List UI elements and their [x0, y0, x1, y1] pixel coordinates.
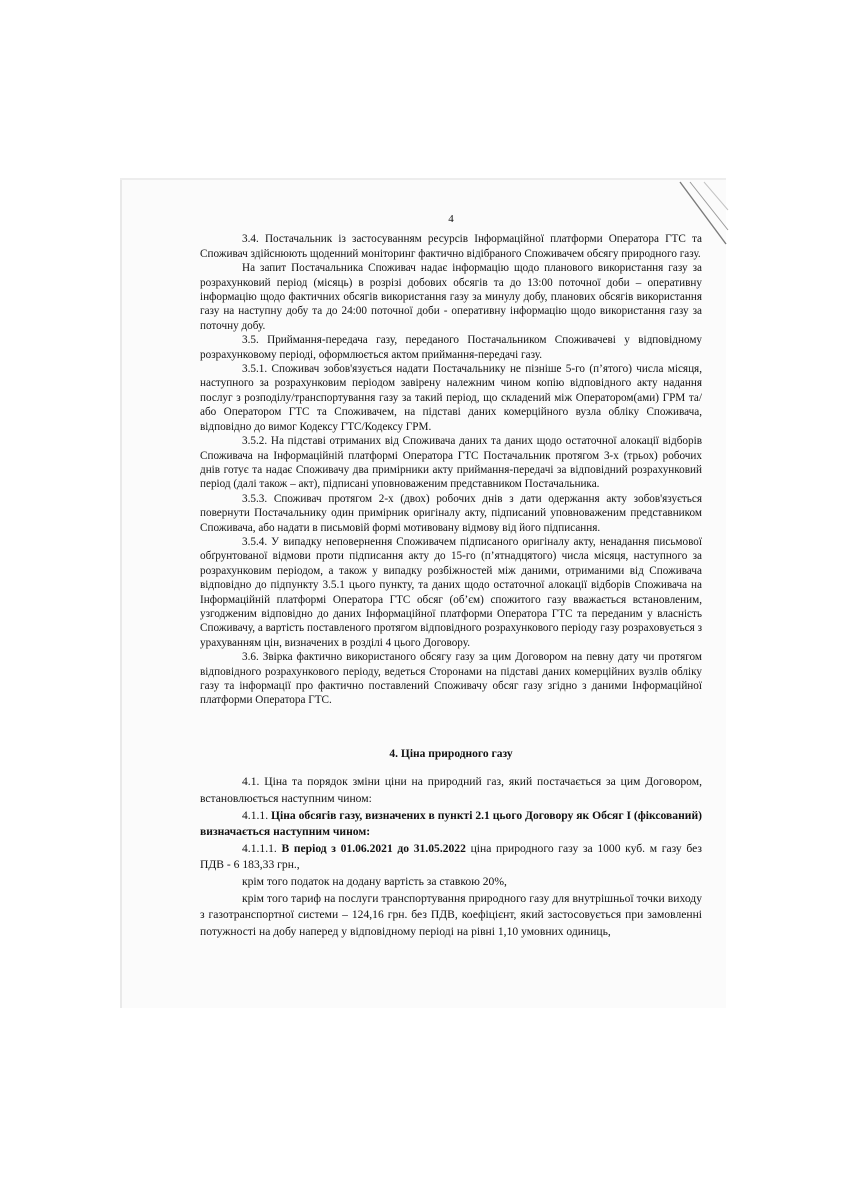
section-4-heading: 4. Ціна природного газу [389, 747, 513, 760]
paragraph-3-5-4: 3.5.4. У випадку неповернення Споживачем підписаного оригіналу акту, ненадання письмової обґрунтованої відмови проти підписання акту до 15-го (п’ятнадцятого) числа місяця, наступного за розрахунковим періодом, а також у випадку розбіжностей між даними, отриманими від Споживача відповідно до підпункту 3.5.1 цього пункту, та даних щодо остаточної алокації відборів Споживача на Інформаційній платформі Оператора ГТС обсяг (об’єм) спожитого газу вважається встановленим, узгодженим відповідно до даних Інформаційної платформи Оператора ГТС та переданим у власність Споживачу, а вартість поставленого протягом відповідного розрахункового періоду газу розраховується з урахуванням цін, визначених в розділі 4 цього Договору. [200, 535, 702, 649]
paragraph-3-4-request: На запит Постачальника Споживач надає інформацію щодо планового використання газу за розрахунковий період (місяць) в розрізі добових обсягів та до 13:00 поточної доби – оперативну інформацію щодо фактичних обсягів використання газу за минулу добу, планових обсягів використання газу на наступну добу та до 24:00 поточної доби - оперативну інформацію щодо використання газу за поточну добу. [200, 262, 702, 332]
paragraph-vat: крім того податок на додану вартість за ставкою 20%, [242, 874, 507, 888]
paragraph-4-1-1-1-number: 4.1.1.1. [242, 841, 277, 855]
paragraph-tariff: крім того тариф на послуги транспортування природного газу для внутрішньої точки виходу з газотранспортної системи – 124,16 грн. без ПДВ, коефіцієнт, який застосовується при замовленні потужності на добу наперед у відповідному періоді на рівні 1,10 умовних одиниць, [200, 891, 702, 938]
paragraph-3-5-3: 3.5.3. Споживач протягом 2-х (двох) робочих днів з дати одержання акту зобов'язується повернути Постачальнику один примірник оригіналу акту, підписаний уповноваженим представником Споживача, або надати в письмовій формі мотивовану відмову від його підписання. [200, 492, 702, 534]
period-dates: В період з 01.06.2021 до 31.05.2022 [281, 841, 466, 855]
paragraph-4-1: 4.1. Ціна та порядок зміни ціни на природний газ, який постачається за цим Договором, встановлюється наступним чином: [200, 775, 702, 805]
document-body [200, 212, 702, 940]
paragraph-4-1-1 [200, 808, 702, 841]
page-edge-shadow-top [120, 178, 726, 180]
paragraph-4-1-1-text: Ціна обсягів газу, визначених в пункті 2.1 цього Договору як Обсяг І (фіксований) визначається наступним чином: [200, 808, 703, 839]
paragraph-3-5: 3.5. Приймання-передача газу, переданого Постачальником Споживачеві у відповідному розрахунковому періоді, оформлюється актом приймання-передачі газу. [200, 334, 702, 361]
price-text: ціна природного газу за 1000 куб. м газу без ПДВ - 6 183,33 грн., [200, 841, 702, 872]
paragraph-3-4: 3.4. Постачальник із застосуванням ресурсів Інформаційної платформи Оператора ГТС та Споживач здійснюють щоденний моніторинг фактично відібраного Споживачем обсягу природного газу. [200, 233, 702, 260]
paragraph-4-1-1-1 [200, 841, 702, 874]
section-4 [200, 746, 702, 941]
page-edge-shadow [120, 178, 122, 1008]
paragraph-4-1-1-number: 4.1.1. [242, 808, 269, 822]
paragraph-3-5-1: 3.5.1. Споживач зобов'язується надати Постачальнику не пізніше 5-го (п’ятого) числа місяця, наступного за розрахунковим періодом завірену належним чином копію відповідного акту надання послуг з розподілу/транспортування газу за такий період, що складений між Оператором(ами) ГРМ та/або Оператором ГТС та Споживачем, на підставі даних комерційного вузла обліку Споживача, відповідно до вимог Кодексу ГТС/Кодексу ГРМ. [200, 363, 702, 433]
paragraph-3-5-2: 3.5.2. На підставі отриманих від Споживача даних та даних щодо остаточної алокації відборів Споживача на Інформаційній платформі Оператора ГТС Постачальник протягом 3-х (трьох) робочих днів готує та надає Споживачу два примірники акту приймання-передачі за відповідний розрахунковий період (далі також – акт), підписані уповноваженим представником Постачальника. [200, 435, 702, 491]
page-number: 4 [448, 213, 454, 225]
paragraph-3-6: 3.6. Звірка фактично використаного обсягу газу за цим Договором на певну дату чи протягом відповідного розрахункового періоду, ведеться Сторонами на підставі даних комерційних вузлів обліку газу та інформації про фактично поставлений Споживачу обсяг газу згідно з даними Інформаційної платформи Оператора ГТС. [200, 651, 702, 707]
